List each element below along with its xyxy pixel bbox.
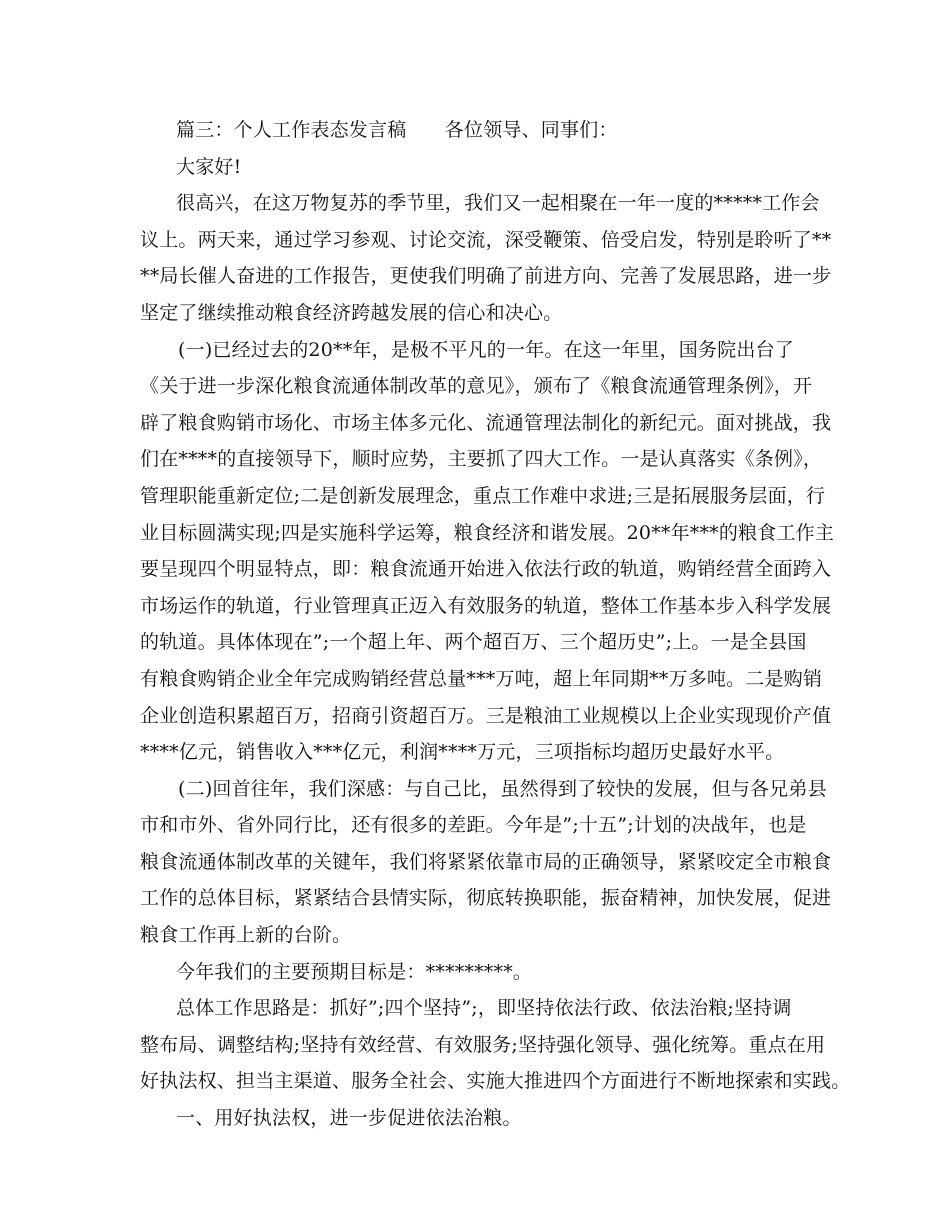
section-heading: 一、用好执法权，进一步促进依法治粮。 bbox=[176, 1107, 522, 1130]
paragraph-line: 粮食工作再上新的台阶。 bbox=[140, 924, 352, 947]
paragraph-line: 市和市外、省外同行比，还有很多的差距。今年是”;十五”;计划的决战年，也是 bbox=[140, 814, 807, 837]
paragraph-line: 们在****的直接领导下，顺时应势，主要抓了四大工作。一是认真落实《条例》， bbox=[140, 448, 823, 471]
paragraph-line: 很高兴，在这万物复苏的季节里，我们又一起相聚在一年一度的*****工作会 bbox=[176, 192, 820, 215]
paragraph-line: 今年我们的主要预期目标是：*********。 bbox=[176, 960, 533, 983]
paragraph-line: 整布局、调整结构;坚持有效经营、有效服务;坚持强化领导、强化统筹。重点在用 bbox=[140, 1033, 826, 1056]
paragraph-line: ****亿元，销售收入***亿元，利润****万元，三项指标均超历史最好水平。 bbox=[140, 741, 785, 764]
paragraph-line: 《关于进一步深化粮食流通体制改革的意见》，颁布了《粮食流通管理条例》，开 bbox=[140, 375, 813, 398]
doc-title-line: 篇三：个人工作表态发言稿 各位领导、同事们： bbox=[176, 119, 618, 141]
paragraph-line: 的轨道。具体体现在”;一个超上年、两个超百万、三个超历史”;上。一是全县国 bbox=[140, 631, 807, 654]
paragraph-line: 业目标圆满实现;四是实施科学运筹，粮食经济和谐发展。20**年***的粮食工作主 bbox=[140, 521, 835, 544]
paragraph-line: 议上。两天来，通过学习参观、讨论交流，深受鞭策、倍受启发，特别是聆听了** bbox=[140, 228, 832, 251]
paragraph-line: 好执法权、担当主渠道、服务全社会、实施大推进四个方面进行不断地探索和实践。 bbox=[140, 1070, 851, 1093]
paragraph-line: 企业创造积累超百万，招商引资超百万。三是粮油工业规模以上企业实现现价产值 bbox=[140, 704, 832, 727]
paragraph-line: 粮食流通体制改革的关键年，我们将紧紧依靠市局的正确领导，紧紧咬定全市粮食 bbox=[140, 850, 832, 873]
paragraph-line: (一)已经过去的20**年，是极不平凡的一年。在这一年里，国务院出台了 bbox=[178, 338, 795, 361]
paragraph-line: 市场运作的轨道，行业管理真正迈入有效服务的轨道，整体工作基本步入科学发展 bbox=[140, 594, 832, 617]
paragraph-line: 要呈现四个明显特点，即：粮食流通开始进入依法行政的轨道，购销经营全面跨入 bbox=[140, 558, 832, 581]
paragraph-line: **局长催人奋进的工作报告，更使我们明确了前进方向、完善了发展思路，进一步 bbox=[140, 265, 832, 288]
document-body bbox=[140, 112, 851, 1137]
paragraph-line: 坚定了继续推动粮食经济跨越发展的信心和决心。 bbox=[140, 301, 563, 324]
paragraph-line: 总体工作思路是：抓好”;四个坚持”;，即坚持依法行政、依法治粮;坚持调 bbox=[176, 997, 792, 1020]
greeting-line: 大家好! bbox=[176, 155, 242, 178]
paragraph-line: 有粮食购销企业全年完成购销经营总量***万吨，超上年同期**万多吨。二是购销 bbox=[140, 667, 823, 690]
paragraph-line: (二)回首往年，我们深感：与自己比，虽然得到了较快的发展，但与各兄弟县 bbox=[178, 777, 827, 800]
paragraph-line: 工作的总体目标，紧紧结合县情实际，彻底转换职能，振奋精神，加快发展，促进 bbox=[140, 887, 832, 910]
paragraph-line: 辟了粮食购销市场化、市场主体多元化、流通管理法制化的新纪元。面对挑战，我 bbox=[140, 411, 832, 434]
paragraph-line: 管理职能重新定位;二是创新发展理念，重点工作难中求进;三是拓展服务层面，行 bbox=[140, 484, 826, 507]
